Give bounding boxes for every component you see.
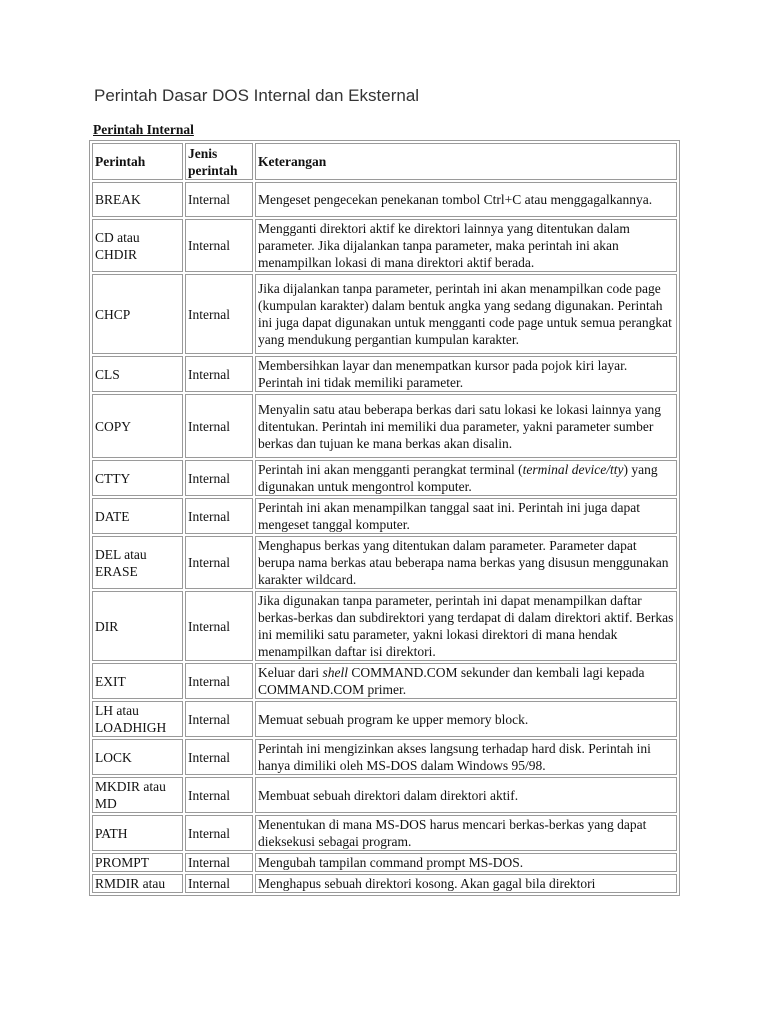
header-type: Jenis perintah <box>185 143 253 180</box>
command-cell: COPY <box>92 394 183 458</box>
command-cell: EXIT <box>92 663 183 699</box>
command-cell: CD atau CHDIR <box>92 219 183 272</box>
description-text: Jika dijalankan tanpa parameter, perintah ini akan menampilkan code page (kumpulan karakter) dalam bentuk angka yang sedang digunakan. Perintah ini juga dapat digunakan untuk mengganti code page untuk semua perangkat yang mendukung pergantian kumpulan karakter. <box>258 281 672 347</box>
description-text: ) yang digunakan untuk mengontrol komputer. <box>258 462 658 494</box>
description-cell <box>255 460 677 496</box>
command-cell: PATH <box>92 815 183 851</box>
table-row <box>92 460 677 496</box>
description-cell <box>255 536 677 589</box>
table-row <box>92 815 677 851</box>
table-row <box>92 663 677 699</box>
header-command: Perintah <box>92 143 183 180</box>
description-text: Membuat sebuah direktori dalam direktori aktif. <box>258 787 519 803</box>
command-cell: MKDIR atau MD <box>92 777 183 813</box>
table-row <box>92 874 677 893</box>
description-cell <box>255 356 677 392</box>
description-text: Menentukan di mana MS-DOS harus mencari berkas-berkas yang dapat dieksekusi sebagai program. <box>258 817 647 849</box>
table-row <box>92 274 677 354</box>
description-cell <box>255 739 677 775</box>
table-row <box>92 498 677 534</box>
description-text: Menghapus sebuah direktori kosong. Akan gagal bila direktori <box>258 876 596 891</box>
type-cell: Internal <box>185 663 253 699</box>
command-cell: DEL atau ERASE <box>92 536 183 589</box>
type-cell: Internal <box>185 874 253 893</box>
description-text: Jika digunakan tanpa parameter, perintah ini dapat menampilkan daftar berkas-berkas dan subdirektori yang terdapat di dalam direktori aktif. Berkas ini memiliki satu parameter, yakni lokasi direktori di mana hendak menampilkan daftar isi direktori. <box>258 593 674 659</box>
type-cell: Internal <box>185 853 253 872</box>
description-cell <box>255 394 677 458</box>
description-italic-text: shell <box>322 665 348 680</box>
description-cell <box>255 219 677 272</box>
table-row <box>92 394 677 458</box>
page-title: Perintah Dasar DOS Internal dan Eksternal <box>94 86 420 105</box>
header-description: Keterangan <box>255 143 677 180</box>
description-cell <box>255 815 677 851</box>
type-cell: Internal <box>185 739 253 775</box>
description-text: Perintah ini akan menampilkan tanggal saat ini. Perintah ini juga dapat mengeset tanggal komputer. <box>258 500 641 532</box>
description-text: Menyalin satu atau beberapa berkas dari satu lokasi ke lokasi lainnya yang ditentukan. Perintah ini memiliki dua parameter, yakni parameter sumber berkas dan tujuan ke mana berkas akan disalin. <box>258 401 661 451</box>
table-row <box>92 356 677 392</box>
command-cell: PROMPT <box>92 853 183 872</box>
description-cell <box>255 663 677 699</box>
type-cell: Internal <box>185 777 253 813</box>
description-text: Perintah ini akan mengganti perangkat terminal ( <box>258 462 523 477</box>
description-text: Mengeset pengecekan penekanan tombol Ctrl+C atau menggagalkannya. <box>258 192 653 207</box>
description-cell <box>255 591 677 661</box>
table-row <box>92 182 677 217</box>
command-cell: DIR <box>92 591 183 661</box>
type-cell: Internal <box>185 591 253 661</box>
description-cell <box>255 777 677 813</box>
type-cell: Internal <box>185 219 253 272</box>
type-cell: Internal <box>185 182 253 217</box>
command-cell: LH atau LOADHIGH <box>92 701 183 737</box>
type-cell: Internal <box>185 498 253 534</box>
command-cell: CHCP <box>92 274 183 354</box>
table-row <box>92 739 677 775</box>
description-text: Menghapus berkas yang ditentukan dalam parameter. Parameter dapat berupa nama berkas atau beberapa nama berkas yang disusun menggunakan karakter wildcard. <box>258 538 669 587</box>
table-row <box>92 701 677 737</box>
command-cell: LOCK <box>92 739 183 775</box>
description-cell <box>255 701 677 737</box>
type-cell: Internal <box>185 701 253 737</box>
description-cell <box>255 498 677 534</box>
table-row <box>92 219 677 272</box>
description-cell <box>255 182 677 217</box>
type-cell: Internal <box>185 274 253 354</box>
command-cell: CLS <box>92 356 183 392</box>
type-cell: Internal <box>185 394 253 458</box>
description-cell <box>255 853 677 872</box>
command-cell: DATE <box>92 498 183 534</box>
description-text: Mengganti direktori aktif ke direktori lainnya yang ditentukan dalam parameter. Jika dijalankan tanpa parameter, maka perintah ini akan menampilkan lokasi di mana direktori aktif berada. <box>258 221 630 270</box>
description-text: Membersihkan layar dan menempatkan kursor pada pojok kiri layar. Perintah ini tidak memiliki parameter. <box>258 358 628 390</box>
table-row <box>92 777 677 813</box>
description-text: COMMAND.COM sekunder dan kembali lagi kepada COMMAND.COM primer. <box>258 665 645 697</box>
description-italic-text: terminal device/tty <box>522 462 624 477</box>
description-text: Memuat sebuah program ke upper memory block. <box>258 711 529 727</box>
section-title: Perintah Internal <box>93 122 194 137</box>
command-cell: BREAK <box>92 182 183 217</box>
table-row <box>92 853 677 872</box>
description-text: Keluar dari <box>258 665 323 680</box>
description-cell <box>255 874 677 893</box>
type-cell: Internal <box>185 815 253 851</box>
type-cell: Internal <box>185 356 253 392</box>
command-cell: CTTY <box>92 460 183 496</box>
table-row <box>92 591 677 661</box>
description-cell <box>255 274 677 354</box>
table-header-row <box>92 143 677 180</box>
command-cell: RMDIR atau <box>92 874 183 893</box>
type-cell: Internal <box>185 460 253 496</box>
commands-table <box>89 140 680 896</box>
description-text: Mengubah tampilan command prompt MS-DOS. <box>258 855 524 870</box>
table-row <box>92 536 677 589</box>
type-cell: Internal <box>185 536 253 589</box>
description-text: Perintah ini mengizinkan akses langsung terhadap hard disk. Perintah ini hanya dimiliki oleh MS-DOS dalam Windows 95/98. <box>258 741 651 773</box>
